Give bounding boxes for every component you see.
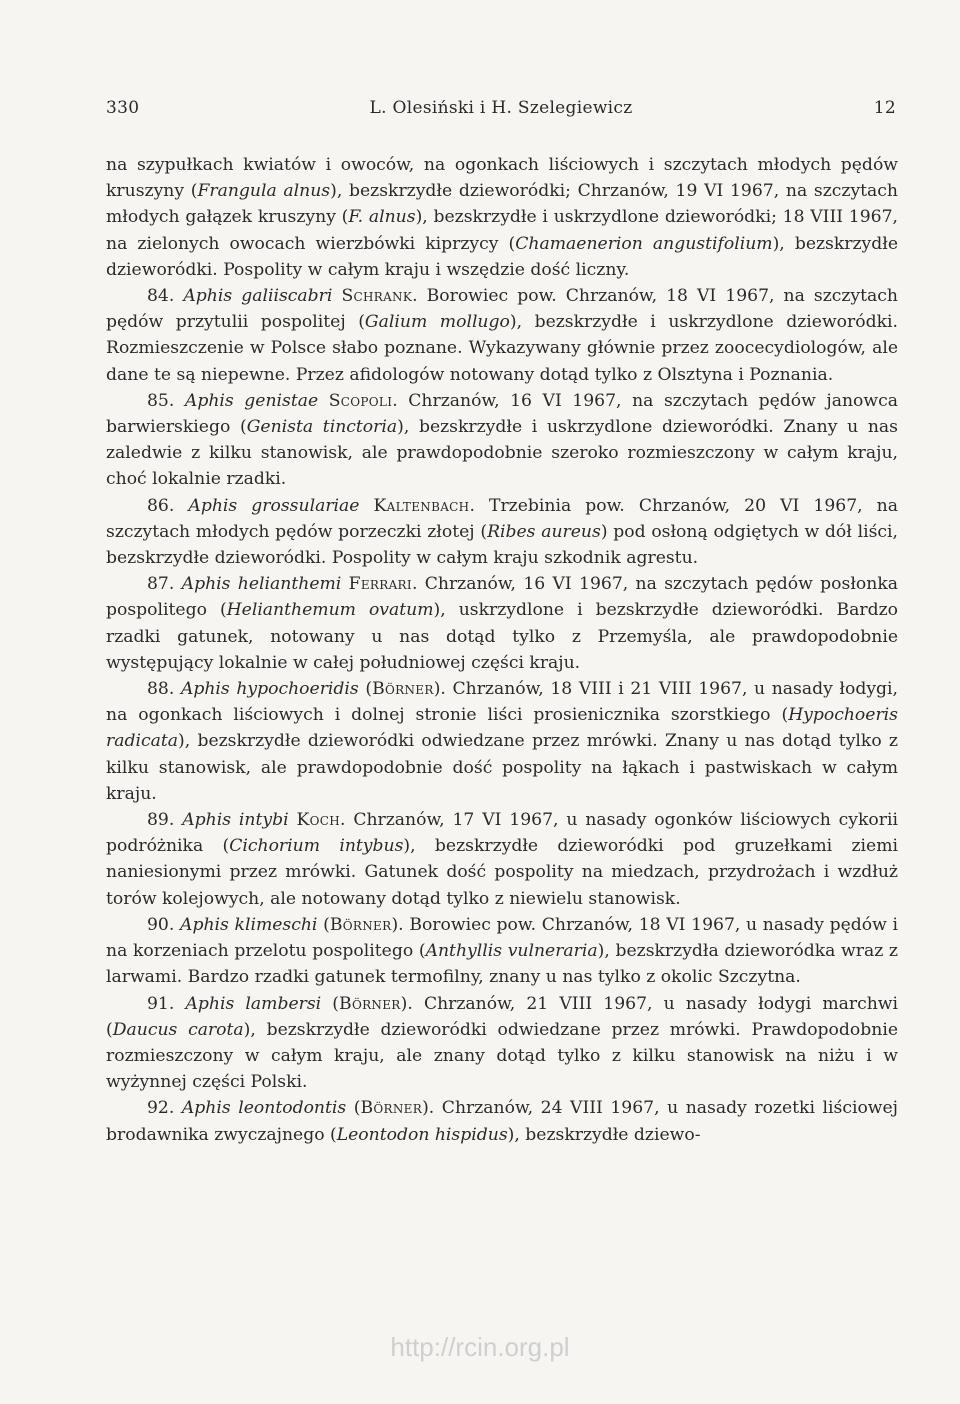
section-number: 12 [873, 98, 896, 118]
watermark-url: http://rcin.org.pl [390, 1332, 570, 1362]
host-name: F. alnus [348, 207, 416, 228]
species-entry-85 [106, 388, 898, 493]
species-entry-90 [106, 912, 898, 991]
host-name: Anthyllis vulneraria [425, 941, 598, 962]
entry-number: 90. [147, 914, 175, 935]
species-name: Aphis genistae [184, 390, 319, 411]
entry-number: 85. [147, 390, 175, 411]
entry-text: . Chrzanów, 24 VIII 1967, u nasady rozetki liściowej brodawnika zwyczajnego ( [106, 1098, 898, 1145]
host-name: Genista tinctoria [246, 417, 398, 438]
entry-text: ), bezskrzydłe dzieworódki pod gruzełkami ziemi naniesionymi przez mrówki. Gatunek dość pospolity na miedzach, przydrożach i wzdłuż torów kolejowych, ale notowany dotąd tylko z niewielu stanowisk. [106, 836, 899, 909]
entry-text: . Chrzanów, 17 VI 1967, u nasady ogonków liściowych cykorii podróżnika ( [106, 810, 898, 857]
entry-text: . Trzebinia pow. Chrzanów, 20 VI 1967, na szczytach młodych pędów porzeczki złotej ( [106, 495, 898, 542]
entry-text: ) pod osłoną odgiętych w dół liści, bezskrzydłe dzieworódki. Pospolity w całym kraju szkodnik agrestu. [106, 521, 898, 569]
host-name: Frangula alnus [197, 181, 331, 202]
species-entry-89 [106, 807, 898, 912]
species-name: Aphis klimeschi [180, 914, 318, 935]
author-name: Koch [296, 810, 340, 831]
author-name: Börner [372, 679, 434, 700]
entry-number: 89. [147, 810, 175, 831]
species-name: Aphis galiiscabri [183, 286, 333, 307]
host-name: Hypochoeris radicata [106, 705, 898, 752]
author-name: Ferrari [348, 574, 412, 595]
host-name: Ribes aureus [487, 521, 601, 542]
paren-close: ) [422, 1098, 429, 1119]
entry-text: . Chrzanów, 16 VI 1967, na szczytach pędów janowca barwierskiego ( [106, 390, 898, 438]
species-entry-86 [106, 493, 898, 572]
entry-text: . Chrzanów, 21 VIII 1967, u nasady łodygi marchwi ( [106, 993, 898, 1040]
entry-number: 84. [147, 286, 175, 307]
entry-text: . Borowiec pow. Chrzanów, 18 VI 1967, u nasady pędów i na korzeniach przelotu pospolitego ( [106, 914, 899, 962]
entry-text: ), bezskrzydłe i uskrzydlone dzieworódki. Rozmieszczenie w Polsce słabo poznane. Wykazywany głównie przez zoocecydiologów, ale dane te są niepewne. Przez afidologów notowany dotąd tylko z Olsztyna i Poznania. [106, 312, 898, 385]
intro-text-4: ), bezskrzydłe dzieworódki. Pospolity w całym kraju i wszędzie dość liczny. [106, 233, 899, 280]
entry-number: 91. [147, 993, 175, 1014]
paren-open: ( [346, 1098, 361, 1119]
entry-text: ), bezskrzydłe dzieworódki odwiedzane przez mrówki. Znany u nas dotąd tylko z kilku stanowisk, ale prawdopodobnie dość pospolity na łąkach i pastwiskach w całym kraju. [106, 731, 898, 804]
entry-text: ), uskrzydlone i bezskrzydłe dzieworódki. Bardzo rzadki gatunek, notowany u nas dotąd tylko z Przemyśla, ale prawdopodobnie występujący lokalnie w całej południowej części kraju. [106, 600, 898, 673]
entry-text: ), bezskrzydła dzieworódka wraz z larwami. Bardzo rzadki gatunek termofilny, znany u nas tylko z okolic Szczytna. [106, 941, 898, 988]
entry-text: ), bezskrzydłe dziewo- [507, 1124, 701, 1145]
species-name: Aphis lambersi [185, 993, 322, 1014]
intro-text-2: ), bezskrzydłe dzieworódki; Chrzanów, 19 VI 1967, na szczytach młodych gałązek kruszyny ( [106, 181, 898, 228]
intro-text-1: na szypułkach kwiatów i owoców, na ogonkach liściowych i szczytach młodych pędów kruszyny ( [106, 155, 898, 202]
species-name: Aphis grossulariae [188, 495, 360, 516]
entry-number: 87. [147, 574, 175, 595]
species-name: Aphis helianthemi [181, 574, 342, 595]
author-name: Scopoli [328, 390, 393, 411]
host-name: Chamaenerion angustifolium [515, 233, 773, 254]
species-name: Aphis hypochoeridis [180, 679, 359, 700]
entry-number: 86. [147, 495, 175, 516]
species-name: Aphis leontodontis [181, 1098, 347, 1119]
intro-paragraph [106, 152, 898, 283]
host-name: Galium mollugo [364, 312, 510, 333]
paren-close: ) [391, 914, 399, 935]
paren-close: ) [433, 679, 441, 700]
host-name: Leontodon hispidus [336, 1124, 508, 1145]
species-entry-92 [106, 1095, 898, 1147]
host-name: Daucus carota [112, 1019, 244, 1040]
body-text [106, 152, 898, 1148]
host-name: Cichorium intybus [229, 836, 404, 857]
author-name: Börner [329, 914, 392, 935]
author-name: Schrank [341, 286, 413, 307]
paren-close: ) [400, 993, 408, 1014]
author-name: Börner [339, 993, 401, 1014]
page-header [106, 98, 896, 126]
entry-text: ), bezskrzydłe i uskrzydlone dzieworódki. Znany u nas zaledwie z kilku stanowisk, ale prawdopodobnie szeroko rozmieszczony w całym kraju, choć lokalnie rzadki. [106, 417, 898, 490]
page-number: 330 [106, 98, 140, 118]
species-name: Aphis intybi [182, 810, 289, 831]
species-entry-84 [106, 283, 898, 388]
entry-number: 88. [147, 679, 175, 700]
author-name: Börner [360, 1098, 423, 1119]
paren-open: ( [358, 679, 373, 700]
entry-text: . Borowiec pow. Chrzanów, 18 VI 1967, na szczytach pędów przytulii pospolitej ( [106, 286, 898, 333]
entry-text: . Chrzanów, 18 VIII i 21 VIII 1967, u nasady łodygi, na ogonkach liściowych i dolnej stronie liści prosienicznika szorstkiego ( [106, 679, 899, 726]
intro-text-3: ), bezskrzydłe i uskrzydlone dzieworódki; 18 VIII 1967, na zielonych owocach wierzbówki kiprzycy ( [106, 207, 898, 254]
species-entry-87 [106, 571, 898, 676]
entry-number: 92. [147, 1098, 175, 1119]
entry-text: . Chrzanów, 16 VI 1967, na szczytach pędów posłonka pospolitego ( [106, 574, 899, 621]
host-name: Helianthemum ovatum [226, 600, 434, 621]
entry-text: ), bezskrzydłe dzieworódki odwiedzane przez mrówki. Prawdopodobnie rozmieszczony w całym kraju, ale znany dotąd tylko z kilku stanowisk na niżu i w wyżynnej części Polski. [106, 1019, 898, 1093]
author-name: Kaltenbach [373, 495, 470, 516]
species-entry-88 [106, 676, 898, 807]
species-entry-91 [106, 991, 898, 1096]
paren-open: ( [321, 993, 340, 1014]
running-title: L. Olesiński i H. Szelegiewicz [369, 98, 633, 118]
paren-open: ( [317, 914, 330, 935]
